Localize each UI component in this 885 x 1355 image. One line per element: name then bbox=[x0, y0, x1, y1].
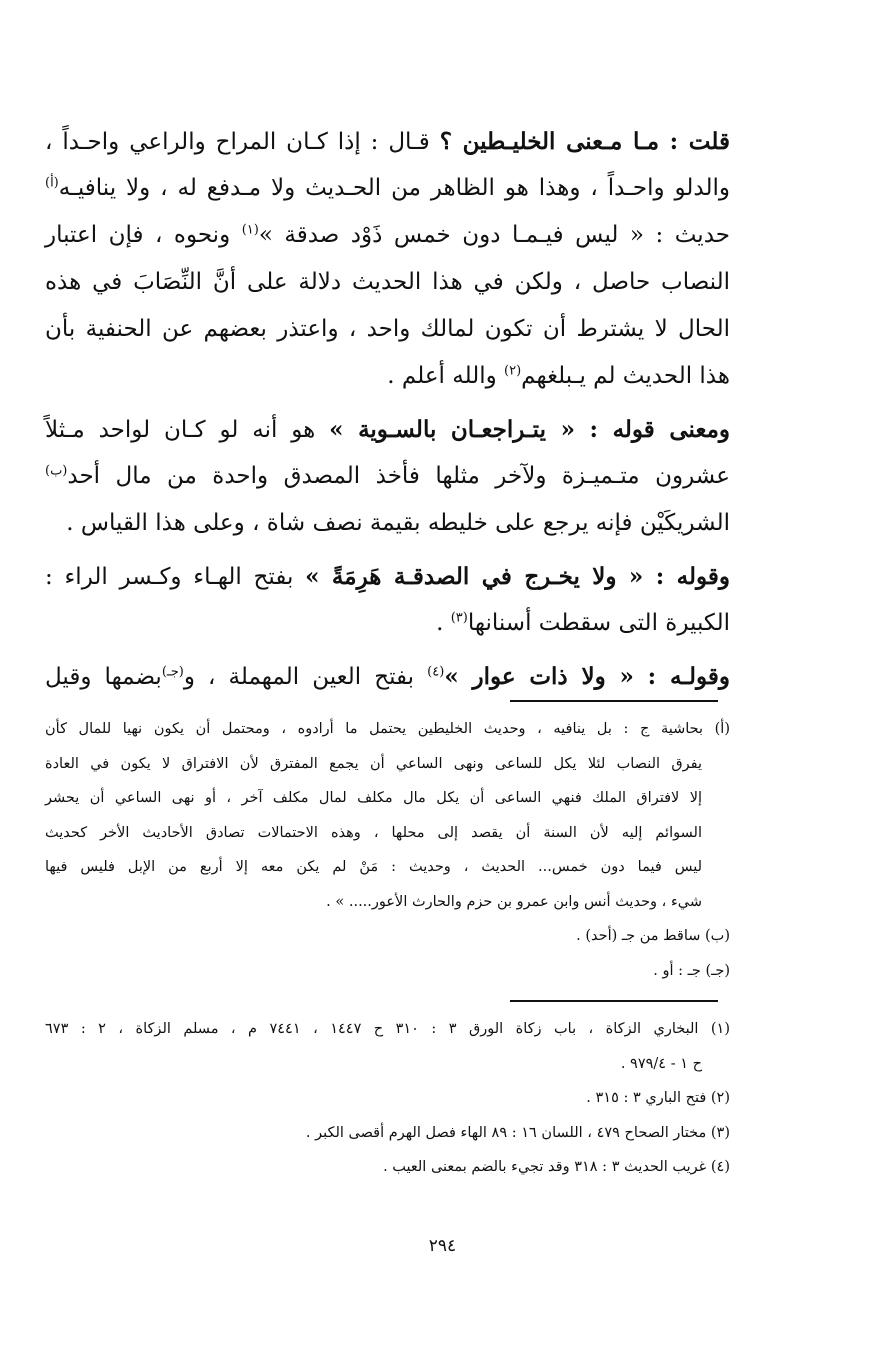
line-text: النصاب حاصل ، ولكن في هذا الحديث دلالة على أنَّ النِّصَابَ في هذه bbox=[45, 269, 730, 295]
note-marker: (٣) bbox=[450, 610, 468, 626]
paragraph bbox=[45, 553, 730, 647]
line-text: الحال لا يشترط أن تكون لمالك واحد ، واعتذر بعضهم عن الحنفية بأن bbox=[45, 316, 730, 342]
text-line bbox=[45, 600, 730, 647]
note-marker: (١) bbox=[241, 222, 259, 238]
paragraph bbox=[45, 118, 730, 400]
footnote-line: إلا لافتراق الملك فنهي الساعى أن يكل مال مكلف لمال مكلف آخر ، أو نهى الساعي أن يحشر bbox=[45, 790, 702, 806]
line-text: ونحوه ، فإن اعتبار bbox=[45, 222, 242, 248]
text-line bbox=[45, 306, 730, 353]
text-line bbox=[45, 259, 730, 306]
line-text: والدلو واحـداً ، وهذا هو الظاهر من الحـديث ولا مـدفع له ، ولا ينافيـه bbox=[58, 175, 730, 201]
note-marker: (٢) bbox=[504, 363, 522, 379]
lead-phrase: وقوله : « ولا يخـرج في الصدقـة هَرِمَةً » bbox=[305, 563, 730, 590]
footnote-line: (ب) ساقط من جـ (أحد) . bbox=[576, 928, 730, 944]
text-line bbox=[45, 653, 730, 700]
footnote-line: يفرق النصاب لئلا يكل للساعى ونهى الساعي أن يجمع المفترق لأن الافتراق لا يكون في العادة bbox=[45, 755, 702, 772]
text-line bbox=[45, 118, 730, 165]
lead-phrase: قلت : مـا مـعنى الخليـطين ؟ bbox=[439, 128, 730, 155]
lead-phrase: وقولـه : « ولا ذات عوار » bbox=[444, 663, 731, 690]
line-text: . bbox=[436, 610, 451, 636]
line-text: هو أنه لو كـان لواحد مـثلاً bbox=[45, 417, 330, 443]
lead-phrase: ومعنى قوله : « يتـراجعـان بالسـوية » bbox=[329, 416, 730, 443]
footnote-line: (٢) فتح الباري ٣ : ٣١٥ . bbox=[586, 1090, 730, 1106]
text-line bbox=[45, 500, 730, 547]
footnote-line: السوائم إليه لأن السنة أن يقصد إلى محلها ، وهذه الاحتمالات تصادق الأحاديث الأخر كحديث bbox=[45, 824, 702, 841]
source-notes bbox=[45, 1012, 730, 1185]
text-line bbox=[45, 353, 730, 400]
footnote-line: ليس فيما دون خمس... الحديث ، وحديث : مَنْ لم يكن معه إلا أربع من الإبل فليس فيها bbox=[45, 859, 702, 875]
text-line bbox=[45, 453, 730, 500]
page-number: ٢٩٤ bbox=[428, 1236, 457, 1256]
footnote-line: (٣) مختار الصحاح ٤٧٩ ، اللسان ١٦ : ٨٩ الهاء فصل الهرم أقصى الكبر . bbox=[305, 1124, 730, 1141]
variant-notes bbox=[45, 712, 730, 988]
note-marker: (جـ) bbox=[161, 664, 184, 680]
line-text: هذا الحديث لم يـبلغهم bbox=[521, 363, 730, 389]
text-line bbox=[45, 212, 730, 259]
line-text: والله أعلم . bbox=[387, 363, 505, 389]
footnote-divider bbox=[510, 1000, 718, 1002]
line-text: بضمها وقيل bbox=[45, 664, 162, 690]
footnote-line: (جـ) جـ : أو . bbox=[653, 962, 730, 979]
text-line bbox=[45, 165, 730, 212]
note-marker: (ب) bbox=[45, 463, 68, 479]
footnote-line: (أ) بحاشية ج : بل ينافيه ، وحديث الخليطين يحتمل ما أرادوه ، ومحتمل أن يكون نهيا للمال كأن bbox=[45, 721, 730, 737]
note-marker: (أ) bbox=[45, 175, 59, 191]
line-text: قـال : إذا كـان المراح والراعي واحـداً ، bbox=[45, 129, 440, 155]
footnote-line: (٤) غريب الحديث ٣ : ٣١٨ وقد تجيء بالضم بمعنى العيب . bbox=[383, 1159, 730, 1175]
line-text: الكبيرة التى سقطت أسنانها bbox=[467, 610, 730, 636]
line-text: عشرون متـميـزة ولآخر مثلها فأخذ المصدق واحدة من مال أحد bbox=[67, 463, 730, 489]
paragraph bbox=[45, 653, 730, 700]
footnote-line: شيء ، وحديث أنس وابن عمرو بن حزم والحارث الأعور..... » . bbox=[326, 893, 702, 910]
text-line bbox=[45, 553, 730, 600]
line-text: الشريكَيْن فإنه يرجع على خليطه بقيمة نصف شاة ، وعلى هذا القياس . bbox=[66, 510, 730, 536]
footnote-line: (١) البخاري الزكاة ، باب زكاة الورق ٣ : ٣١٠ ح ١٤٤٧ ، ٧٤٤١ م ، مسلم الزكاة ، ٢ : ٦٧٣ bbox=[45, 1021, 731, 1037]
line-text: بفتح العين المهملة ، و bbox=[183, 664, 428, 690]
footnote-line: ح ١ - ٩٧٩/٤ . bbox=[620, 1055, 702, 1072]
main-text bbox=[45, 118, 730, 706]
line-text: حديث : « ليس فيـمـا دون خمس ذَوْد صدقة » bbox=[258, 222, 730, 248]
paragraph bbox=[45, 406, 730, 547]
note-marker: (٤) bbox=[427, 664, 445, 680]
text-line bbox=[45, 406, 730, 453]
footnote-divider bbox=[510, 700, 718, 702]
line-text: بفتح الهـاء وكـسر الراء : bbox=[45, 564, 306, 590]
